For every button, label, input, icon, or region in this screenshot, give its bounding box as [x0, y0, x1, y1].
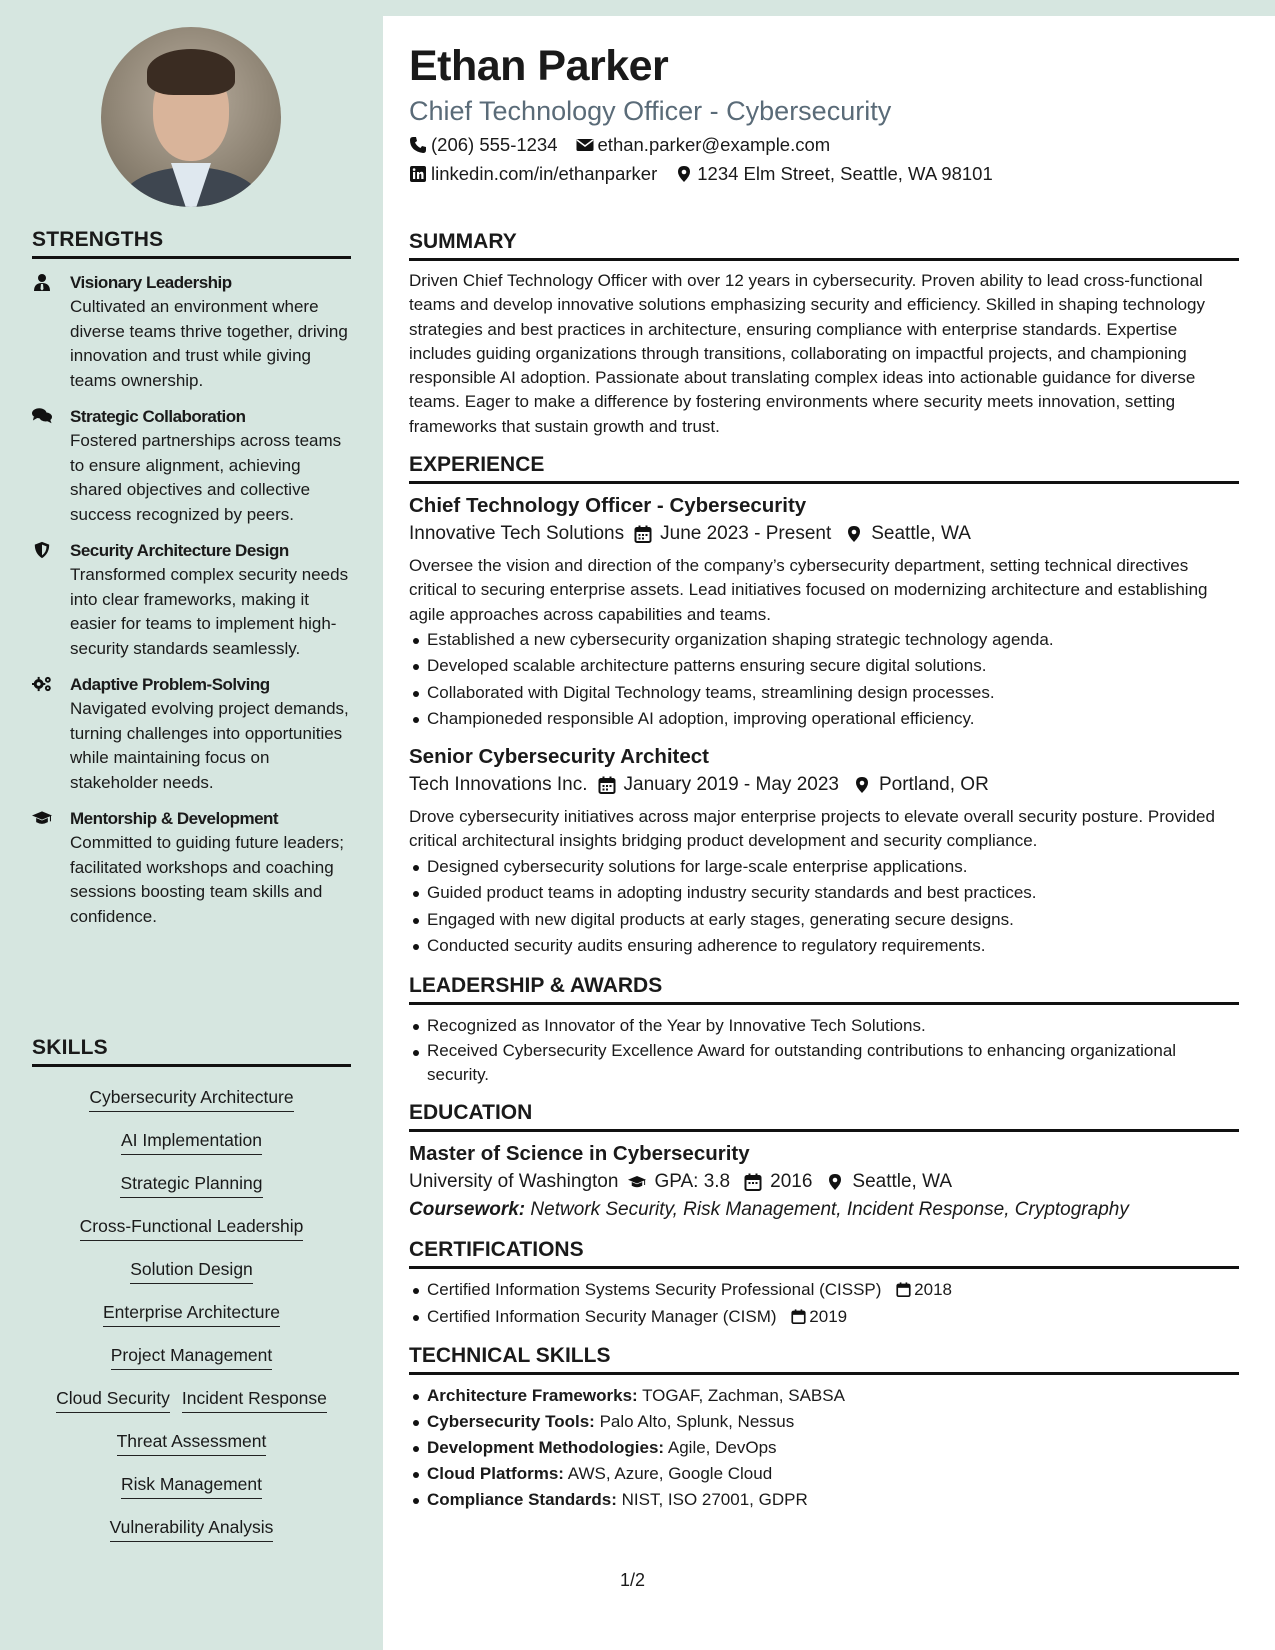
- linkedin-link[interactable]: linkedin.com/in/ethanparker: [431, 163, 658, 184]
- job-meta: [409, 520, 1239, 548]
- award-item: Received Cybersecurity Excellence Award for outstanding contributions to enhancing organizational security.: [427, 1039, 1239, 1087]
- candidate-role: Chief Technology Officer - Cybersecurity: [409, 96, 892, 126]
- user-tie-icon: [32, 271, 70, 393]
- certification-year: 2018: [914, 1280, 952, 1300]
- skill-tag: Project Management: [111, 1344, 272, 1370]
- map-pin-icon: [826, 1173, 844, 1191]
- email-link[interactable]: ethan.parker@example.com: [597, 134, 831, 155]
- job-company: Tech Innovations Inc.: [409, 773, 588, 795]
- top-band: [383, 0, 1275, 16]
- job-bullet: Collaborated with Digital Technology teams, streamlining design processes.: [427, 680, 1239, 707]
- linkedin-icon: [409, 165, 427, 183]
- job-bullets: [427, 627, 1239, 733]
- contact-row: [409, 162, 1239, 186]
- degree-title: Master of Science in Cybersecurity: [409, 1142, 750, 1166]
- skill-tag: AI Implementation: [121, 1129, 262, 1155]
- tech-skill-value: Agile, DevOps: [667, 1438, 777, 1458]
- tech-skill-value: Palo Alto, Splunk, Nessus: [599, 1412, 795, 1432]
- graduation-cap-icon: [628, 1173, 646, 1191]
- strength-desc: Committed to guiding future leaders; facilitated workshops and coaching sessions boosting team skills and confidence.: [70, 833, 345, 926]
- job-title: Chief Technology Officer - Cybersecurity: [409, 494, 807, 518]
- comments-icon: [32, 405, 70, 527]
- skills-title: SKILLS: [32, 1036, 351, 1067]
- skill-tag: Vulnerability Analysis: [110, 1516, 274, 1542]
- award-item: Recognized as Innovator of the Year by Innovative Tech Solutions.: [427, 1013, 1239, 1040]
- calendar-icon: [896, 1282, 911, 1297]
- calendar-icon: [744, 1173, 762, 1191]
- skills-list: [32, 1077, 351, 1550]
- gears-icon: [32, 673, 70, 795]
- strength-name: Mentorship & Development: [70, 809, 279, 828]
- strengths-section: [32, 228, 351, 929]
- skills-section: [32, 1036, 351, 1550]
- job-bullet: Engaged with new digital products at early stages, generating secure designs.: [427, 907, 1239, 934]
- job-bullet: Developed scalable architecture patterns ensuring secure digital solutions.: [427, 653, 1239, 680]
- tech-skill-item: [427, 1461, 1239, 1487]
- awards-title: LEADERSHIP & AWARDS: [409, 974, 1239, 1005]
- awards-list: [427, 1013, 1239, 1088]
- job-bullet: Championeded responsible AI adoption, improving operational efficiency.: [427, 706, 1239, 733]
- tech-skill-label: Cloud Platforms:: [427, 1464, 564, 1484]
- strength-item: [32, 807, 351, 929]
- map-pin-icon: [845, 525, 863, 543]
- experience-title: EXPERIENCE: [409, 453, 1239, 484]
- map-pin-icon: [853, 776, 871, 794]
- strength-name: Visionary Leadership: [70, 273, 232, 292]
- strength-item: [32, 673, 351, 795]
- job-dates: January 2019 - May 2023: [623, 773, 839, 795]
- job-title: Senior Cybersecurity Architect: [409, 744, 710, 768]
- technical-skills-list: [427, 1383, 1239, 1513]
- job-dates: June 2023 - Present: [660, 523, 832, 545]
- tech-skill-item: [427, 1409, 1239, 1435]
- tech-skill-label: Architecture Frameworks:: [427, 1386, 638, 1406]
- skill-tag: Enterprise Architecture: [103, 1301, 280, 1327]
- gpa-text: GPA: 3.8: [654, 1171, 731, 1193]
- awards-section: [409, 974, 1239, 1088]
- job-entry: [409, 743, 1239, 960]
- technical-skills-title: TECHNICAL SKILLS: [409, 1344, 1239, 1375]
- skill-tag: Strategic Planning: [120, 1172, 262, 1198]
- strength-name: Adaptive Problem-Solving: [70, 675, 270, 694]
- strength-name: Security Architecture Design: [70, 541, 289, 560]
- job-location: Portland, OR: [878, 773, 989, 795]
- strength-desc: Cultivated an environment where diverse teams thrive together, driving innovation and trust while giving teams ownership.: [70, 297, 348, 390]
- address-text: 1234 Elm Street, Seattle, WA 98101: [697, 163, 993, 184]
- strength-name: Strategic Collaboration: [70, 407, 246, 426]
- experience-section: [409, 453, 1239, 959]
- envelope-icon: [576, 136, 594, 154]
- summary-title: SUMMARY: [409, 230, 1239, 261]
- calendar-icon: [791, 1309, 806, 1324]
- strength-item: [32, 405, 351, 527]
- strength-item: [32, 539, 351, 661]
- strength-item: [32, 271, 351, 393]
- certifications-list: [427, 1277, 1239, 1330]
- skill-tag: Cloud Security: [56, 1387, 170, 1413]
- school-name: University of Washington: [409, 1171, 619, 1193]
- graduation-year: 2016: [770, 1171, 813, 1193]
- certification-name: Certified Information Systems Security Professional (CISSP): [427, 1280, 882, 1300]
- job-company: Innovative Tech Solutions: [409, 523, 625, 545]
- contact-row: [409, 133, 1239, 157]
- certification-name: Certified Information Security Manager (CISM): [427, 1306, 777, 1326]
- education-section: [409, 1101, 1239, 1224]
- job-location: Seattle, WA: [871, 523, 971, 545]
- tech-skill-value: AWS, Azure, Google Cloud: [567, 1464, 773, 1484]
- summary-section: [409, 230, 1239, 439]
- sidebar: [0, 0, 383, 1650]
- job-bullet: Established a new cybersecurity organization shaping strategic technology agenda.: [427, 627, 1239, 654]
- avatar: [101, 27, 281, 207]
- tech-skill-label: Development Methodologies:: [427, 1438, 665, 1458]
- tech-skill-value: NIST, ISO 27001, GDPR: [621, 1490, 808, 1510]
- skill-tag: Solution Design: [130, 1258, 253, 1284]
- certifications-title: CERTIFICATIONS: [409, 1238, 1239, 1269]
- job-entry: [409, 492, 1239, 733]
- tech-skill-item: [427, 1383, 1239, 1409]
- certification-year: 2019: [809, 1306, 848, 1326]
- coursework: [409, 1196, 1239, 1224]
- job-description: Drove cybersecurity initiatives across major enterprise projects to elevate overall security posture. Provided critical architectural insights bridging product development and security compliance.: [409, 806, 1215, 851]
- tech-skill-value: TOGAF, Zachman, SABSA: [642, 1386, 845, 1406]
- certification-item: [427, 1304, 1239, 1331]
- page-number: 1/2: [620, 1570, 646, 1590]
- job-bullet: Designed cybersecurity solutions for large-scale enterprise applications.: [427, 854, 1239, 881]
- job-description: Oversee the vision and direction of the company’s cybersecurity department, setting technical directives critical to securing enterprise assets. Lead initiatives focused on modernizing architecture and establishing agile approaches across capabilities and teams.: [409, 556, 1208, 624]
- technical-skills-section: [409, 1344, 1239, 1513]
- candidate-name: Ethan Parker: [409, 42, 669, 90]
- shield-icon: [32, 539, 70, 661]
- skill-tag: Incident Response: [182, 1387, 327, 1413]
- coursework-text: Network Security, Risk Management, Incident Response, Cryptography: [530, 1199, 1129, 1221]
- skill-tag: Cross-Functional Leadership: [80, 1215, 304, 1241]
- education-title: EDUCATION: [409, 1101, 1239, 1132]
- main-content: [409, 40, 1239, 1513]
- certification-item: [427, 1277, 1239, 1304]
- tech-skill-item: [427, 1487, 1239, 1513]
- phone-text[interactable]: (206) 555-1234: [431, 134, 558, 155]
- job-bullets: [427, 854, 1239, 960]
- skill-tag: Risk Management: [121, 1473, 262, 1499]
- tech-skill-label: Compliance Standards:: [427, 1490, 617, 1510]
- job-bullet: Guided product teams in adopting industry security standards and best practices.: [427, 880, 1239, 907]
- strength-desc: Fostered partnerships across teams to ensure alignment, achieving shared objectives and collective success recognized by peers.: [70, 431, 342, 524]
- tech-skill-item: [427, 1435, 1239, 1461]
- coursework-label: Coursework:: [409, 1199, 526, 1221]
- skill-tag: Cybersecurity Architecture: [89, 1086, 293, 1112]
- tech-skill-label: Cybersecurity Tools:: [427, 1412, 595, 1432]
- skill-tag: Threat Assessment: [117, 1430, 267, 1456]
- summary-text: Driven Chief Technology Officer with over 12 years in cybersecurity. Proven ability to lead cross-functional teams and develop innovative solutions emphasizing security and efficiency. Skilled in shaping technology strategies and best practices in architecture, ensuring compliance with enterprise standards. Expertise includes guiding organizations through transitions, collaborating on impactful projects, and championing responsible AI adoption. Passionate about translating complex ideas into actionable guidance for diverse teams. Eager to make a difference by fostering environments where security meets innovation, setting frameworks that sustain growth and trust.: [409, 271, 1206, 436]
- certifications-section: [409, 1238, 1239, 1330]
- calendar-icon: [598, 776, 616, 794]
- job-bullet: Conducted security audits ensuring adherence to regulatory requirements.: [427, 933, 1239, 960]
- phone-icon: [409, 136, 427, 154]
- strengths-title: STRENGTHS: [32, 228, 351, 259]
- strength-desc: Navigated evolving project demands, turning challenges into opportunities while maintaining focus on stakeholder needs.: [70, 699, 349, 792]
- job-meta: [409, 771, 1239, 799]
- education-meta: [409, 1168, 1239, 1196]
- strength-desc: Transformed complex security needs into clear frameworks, making it easier for teams to implement high-security standards seamlessly.: [70, 565, 349, 658]
- graduation-cap-icon: [32, 807, 70, 929]
- calendar-icon: [634, 525, 652, 543]
- school-location: Seattle, WA: [852, 1171, 953, 1193]
- map-pin-icon: [675, 165, 693, 183]
